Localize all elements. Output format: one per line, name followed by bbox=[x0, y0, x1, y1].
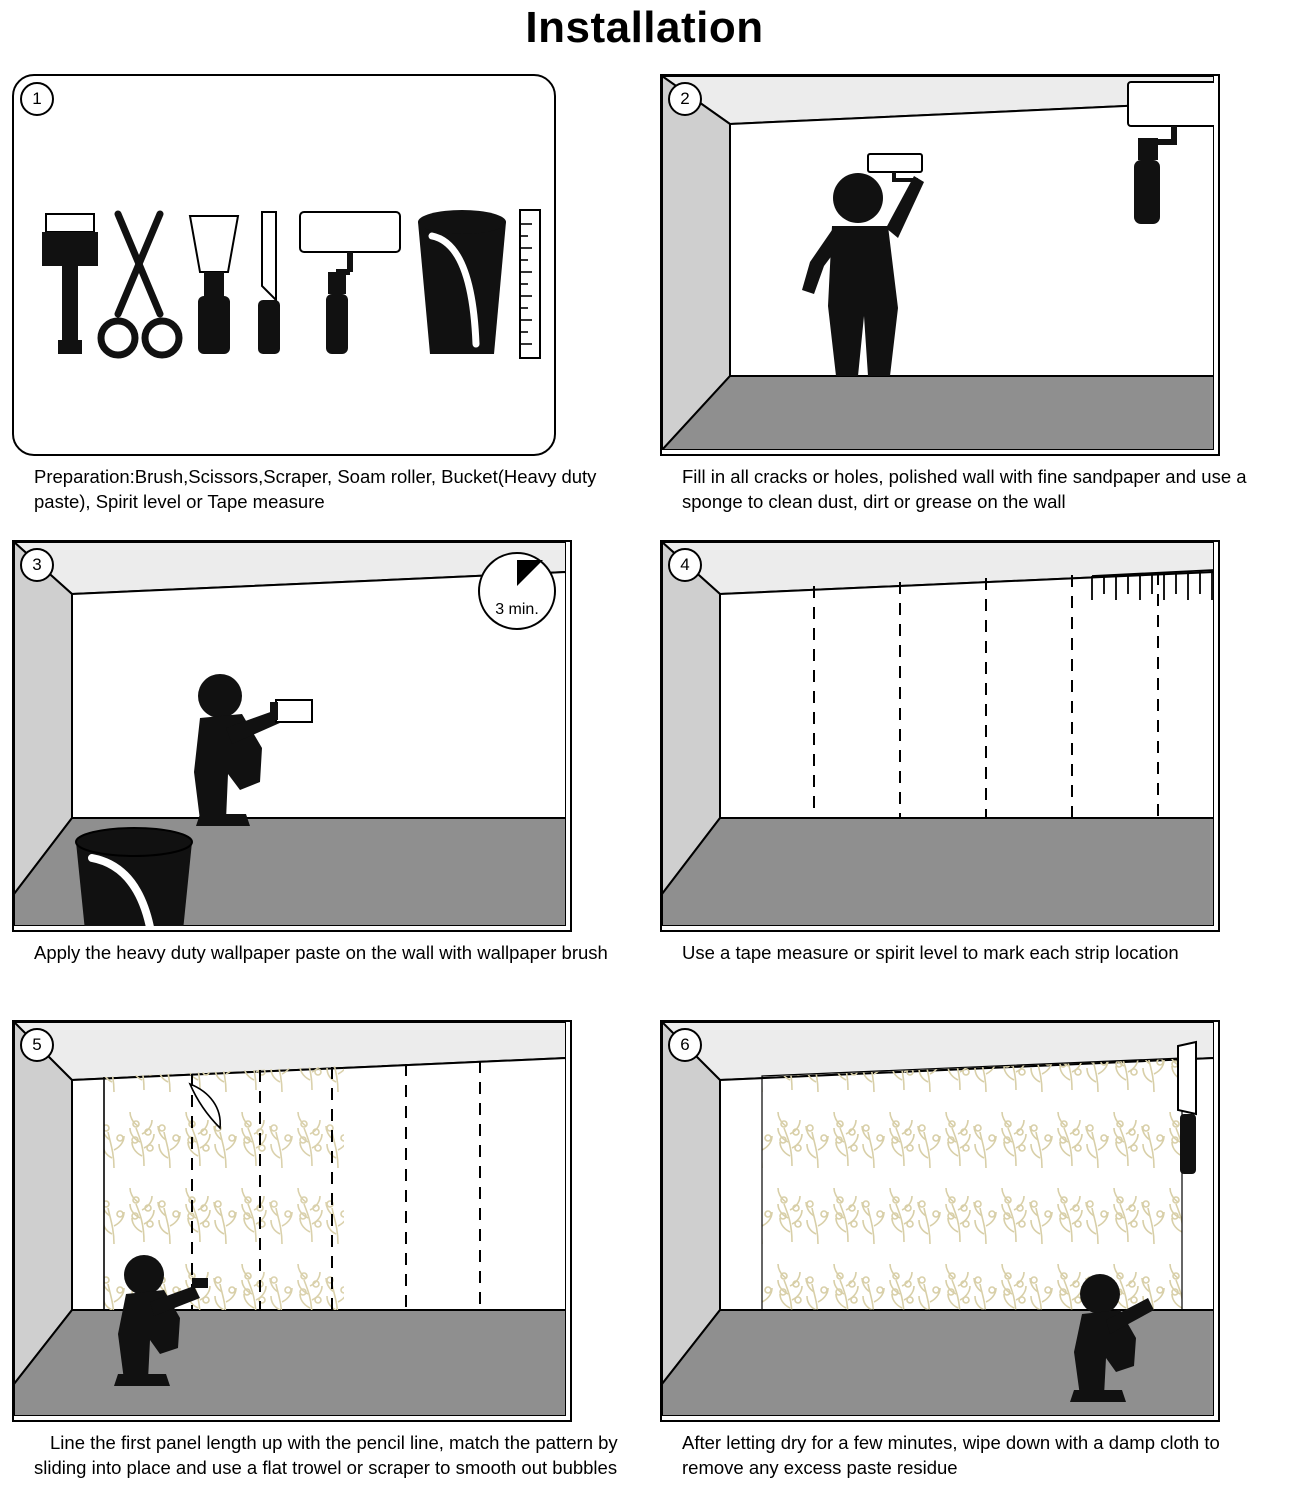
step-4-room-illustration bbox=[662, 542, 1214, 926]
step-4-caption: Use a tape measure or spirit level to mark each strip location bbox=[682, 942, 1179, 963]
step-2-caption: Fill in all cracks or holes, polished wall with fine sandpaper and use a sponge to clean dust, dirt or grease on the wall bbox=[682, 466, 1247, 512]
scraper-icon bbox=[1178, 1042, 1196, 1174]
step-3 bbox=[12, 540, 632, 966]
step-6-badge: 6 bbox=[668, 1028, 702, 1062]
step-2 bbox=[660, 74, 1280, 515]
floor-shape bbox=[662, 818, 1214, 926]
step-1-caption: Preparation:Brush,Scissors,Scraper, Soam roller, Bucket(Heavy duty paste), Spirit level or Tape measure bbox=[34, 466, 597, 512]
step-3-caption: Apply the heavy duty wallpaper paste on the wall with wallpaper brush bbox=[34, 942, 608, 963]
knife-icon bbox=[258, 212, 280, 354]
step-6 bbox=[660, 1020, 1280, 1481]
page-title: Installation bbox=[525, 3, 764, 52]
floor-shape bbox=[662, 376, 1214, 450]
step-3-badge: 3 bbox=[20, 548, 54, 582]
step-5-panel bbox=[12, 1020, 572, 1422]
timer-icon bbox=[478, 552, 556, 630]
step-4-panel bbox=[660, 540, 1220, 932]
timer-wedge bbox=[517, 560, 543, 586]
step-2-badge: 2 bbox=[668, 82, 702, 116]
step-1-panel bbox=[12, 74, 556, 456]
step-2-panel bbox=[660, 74, 1220, 456]
step-4 bbox=[660, 540, 1280, 966]
step-6-panel bbox=[660, 1020, 1220, 1422]
paint-roller-icon bbox=[300, 212, 400, 354]
step-3-panel bbox=[12, 540, 572, 932]
scraper-icon bbox=[190, 216, 238, 354]
step-6-caption: After letting dry for a few minutes, wipe down with a damp cloth to remove any excess paste residue bbox=[682, 1432, 1220, 1478]
step-1-badge: 1 bbox=[20, 82, 54, 116]
step-5-room-illustration bbox=[14, 1022, 566, 1416]
brush-icon bbox=[42, 214, 98, 354]
step-1-tools-illustration bbox=[14, 76, 550, 450]
step-4-badge: 4 bbox=[668, 548, 702, 582]
step-2-room-illustration bbox=[662, 76, 1214, 450]
bucket-icon bbox=[418, 210, 506, 354]
timer-label: 3 min. bbox=[495, 601, 539, 618]
wallpaper-panel-icon-2 bbox=[254, 1066, 344, 1310]
brush-icon-small bbox=[270, 700, 312, 722]
step-5-badge: 5 bbox=[20, 1028, 54, 1062]
step-6-room-illustration bbox=[662, 1022, 1214, 1416]
ruler-icon bbox=[520, 210, 540, 358]
step-1 bbox=[12, 74, 632, 515]
back-wall-shape bbox=[720, 572, 1214, 818]
scraper-icon-small bbox=[192, 1278, 208, 1288]
step-5 bbox=[12, 1020, 632, 1481]
scissors-icon bbox=[101, 214, 179, 355]
wallpaper-panel-icon bbox=[762, 1058, 1182, 1310]
step-5-caption: Line the first panel length up with the pencil line, match the pattern by sliding into place and use a flat trowel or scraper to smooth out bubbles bbox=[34, 1432, 618, 1478]
bucket-icon bbox=[76, 828, 192, 926]
floor-shape bbox=[14, 1310, 566, 1416]
